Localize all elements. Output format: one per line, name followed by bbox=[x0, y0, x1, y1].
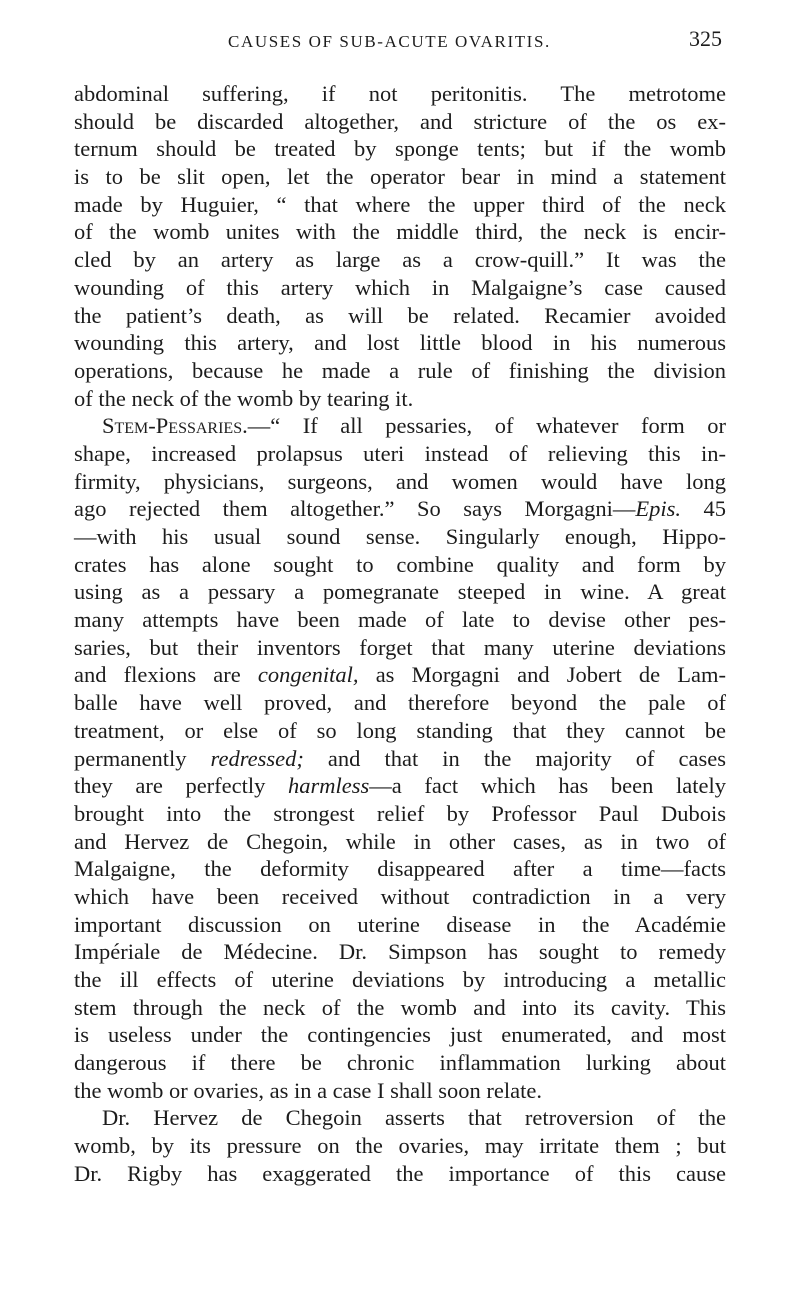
text-line: brought into the strongest relief by Professor Paul Dubois bbox=[74, 800, 726, 826]
text-line: using as a pessary a pomegranate steeped in wine. A great bbox=[74, 579, 726, 605]
text-line: Dr. Hervez de Chegoin asserts that retroversion of the bbox=[102, 1105, 726, 1131]
text-span: and flexions are bbox=[74, 662, 258, 688]
running-title: CAUSES OF SUB-ACUTE OVARITIS. bbox=[228, 32, 551, 51]
text-line: is useless under the contingencies just enumerated, and most bbox=[74, 1022, 726, 1048]
text-line: the womb or ovaries, as in a case I shall soon relate. bbox=[74, 1077, 542, 1103]
section-heading: Stem-Pessaries. bbox=[102, 413, 248, 439]
text-line: is to be slit open, let the operator bear in mind a statement bbox=[74, 164, 726, 190]
italic-word: congenital, bbox=[257, 662, 359, 688]
text-line: of the womb unites with the middle third, the neck is encir- bbox=[74, 219, 726, 245]
text-line: many attempts have been made of late to devise other pes- bbox=[74, 607, 726, 633]
text-span: they are perfectly bbox=[74, 773, 289, 799]
text-span: permanently bbox=[74, 745, 211, 771]
text-line bbox=[74, 772, 726, 800]
text-line: ternum should be treated by sponge tents; but if the womb bbox=[74, 136, 726, 162]
italic-word: harmless bbox=[288, 773, 370, 799]
text-line bbox=[74, 745, 726, 773]
italic-reference: Epis. bbox=[635, 496, 681, 522]
text-line: of the neck of the womb by tearing it. bbox=[74, 385, 414, 411]
text-line: treatment, or else of so long standing that they cannot be bbox=[74, 717, 726, 743]
text-line: wounding this artery, and lost little blood in his numerous bbox=[74, 330, 726, 356]
text-span: 45 bbox=[681, 496, 727, 522]
text-line: crates has alone sought to combine quality and form by bbox=[74, 551, 726, 577]
text-line: firmity, physicians, surgeons, and women would have long bbox=[74, 468, 726, 494]
text-line bbox=[74, 661, 726, 689]
text-span: ago rejected them altogether.” So says Morgagni— bbox=[74, 496, 636, 522]
text-line: should be discarded altogether, and stricture of the os ex- bbox=[74, 108, 726, 134]
text-line: operations, because he made a rule of finishing the division bbox=[74, 357, 726, 383]
text-line bbox=[74, 495, 726, 523]
text-line: the ill effects of uterine deviations by introducing a metallic bbox=[74, 967, 726, 992]
italic-word: redressed; bbox=[210, 745, 304, 771]
text-line: Malgaigne, the deformity disappeared after a time—facts bbox=[74, 856, 726, 882]
text-line: the patient’s death, as will be related. Recamier avoided bbox=[74, 302, 726, 328]
text-line: which have been received without contradiction in a very bbox=[74, 883, 726, 909]
text-line: dangerous if there be chronic inflammation lurking about bbox=[74, 1050, 726, 1076]
text-span: and that in the majority of cases bbox=[303, 745, 726, 771]
text-line: made by Huguier, “ that where the upper third of the neck bbox=[74, 191, 726, 217]
text-line: Dr. Rigby has exaggerated the importance of this cause bbox=[74, 1160, 726, 1186]
text-line: womb, by its pressure on the ovaries, may irritate them ; but bbox=[74, 1133, 726, 1159]
text-line: Impériale de Médecine. Dr. Simpson has sought to remedy bbox=[74, 939, 726, 965]
text-line: shape, increased prolapsus uteri instead of relieving this in- bbox=[74, 440, 726, 466]
page-number: 325 bbox=[689, 26, 722, 51]
body-text bbox=[74, 80, 726, 1188]
text-line: abdominal suffering, if not peritonitis. The metrotome bbox=[74, 81, 726, 106]
text-line bbox=[74, 412, 726, 440]
text-span: as Morgagni and Jobert de Lam- bbox=[358, 662, 726, 688]
text-line: saries, but their inventors forget that many uterine deviations bbox=[74, 634, 726, 660]
text-span: —“ If all pessaries, of whatever form or bbox=[247, 413, 726, 439]
text-line: —with his usual sound sense. Singularly enough, Hippo- bbox=[74, 524, 726, 549]
text-line: important discussion on uterine disease in the Académie bbox=[74, 911, 726, 937]
text-line: and Hervez de Chegoin, while in other cases, as in two of bbox=[74, 828, 726, 854]
text-line: cled by an artery as large as a crow-quill.” It was the bbox=[74, 247, 726, 273]
text-line: stem through the neck of the womb and into its cavity. This bbox=[74, 994, 726, 1020]
text-line: balle have well proved, and therefore beyond the pale of bbox=[74, 690, 726, 716]
text-line: wounding of this artery which in Malgaigne’s case caused bbox=[74, 274, 726, 300]
text-span: —a fact which has been lately bbox=[369, 773, 726, 799]
